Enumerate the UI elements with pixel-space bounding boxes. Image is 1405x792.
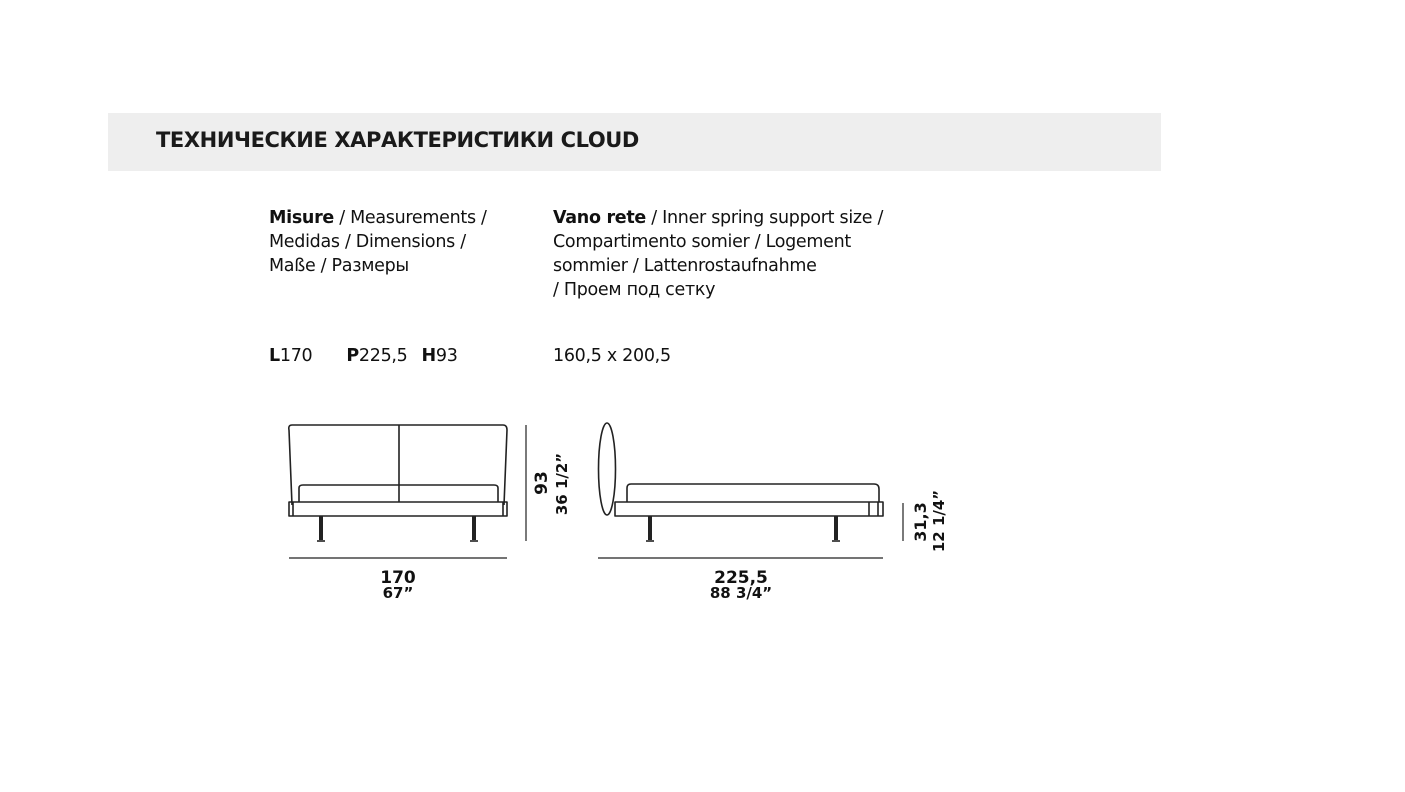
measurements-label-line2: Medidas / Dimensions /	[269, 232, 466, 252]
page-title: ТЕХНИЧЕСКИЕ ХАРАКТЕРИСТИКИ CLOUD	[156, 128, 639, 152]
side-mattress	[627, 484, 879, 502]
front-height-in: 36 1/2”	[553, 452, 571, 516]
depth-key: P	[346, 346, 359, 366]
side-dimension-lines	[598, 503, 903, 558]
spring-support-label-bold: Vano rete	[553, 208, 647, 228]
side-frame-height-in: 12 1/4”	[930, 489, 948, 553]
height-value: 93	[435, 346, 458, 366]
front-headboard-cushion-right	[399, 425, 507, 505]
front-headboard-cushion-left	[289, 425, 399, 505]
front-width-in: 67”	[382, 584, 414, 602]
side-headboard	[599, 423, 616, 515]
length-value: 170	[279, 346, 313, 366]
bed-front-view	[289, 425, 507, 541]
spring-support-label-line1: / Inner spring support size /	[646, 208, 884, 228]
side-length-in: 88 3/4”	[709, 584, 773, 602]
bed-side-view	[599, 423, 884, 541]
side-frame-height-cm: 31,3	[911, 502, 930, 542]
measurements-label-line1: / Measurements /	[334, 208, 487, 228]
side-frame	[615, 502, 883, 516]
length-key: L	[269, 346, 280, 366]
spring-support-dimensions: 160,5 x 200,5	[553, 346, 671, 366]
measurements-label-line3: Maße /	[269, 256, 332, 276]
spring-support-label-line4: / Проем под сетку	[553, 280, 716, 300]
height-key: H	[421, 346, 436, 366]
front-height-cm: 93	[532, 471, 552, 495]
front-frame	[289, 502, 507, 516]
front-width-cm: 170	[380, 568, 416, 588]
measurements-label-bold: Misure	[269, 208, 334, 228]
measurements-label-ru: Размеры	[331, 256, 409, 276]
spring-support-label-line2: Compartimento somier / Logement	[553, 232, 851, 252]
depth-value: 225,5	[358, 346, 408, 366]
side-length-cm: 225,5	[714, 568, 768, 588]
front-dimension-lines	[289, 425, 526, 558]
spring-support-label-line3: sommier / Lattenrostaufnahme	[553, 256, 817, 276]
